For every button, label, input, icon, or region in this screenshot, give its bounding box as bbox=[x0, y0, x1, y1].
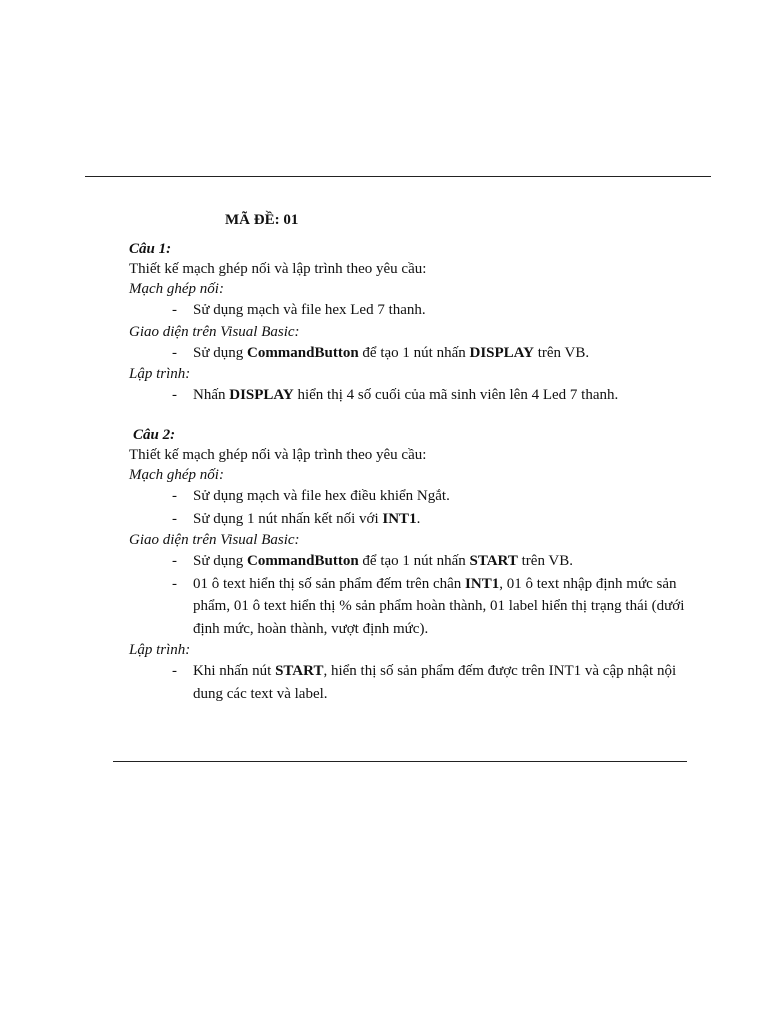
top-divider bbox=[85, 176, 711, 177]
question-1-programming-label: Lập trình: bbox=[129, 366, 191, 382]
question-2-programming-list bbox=[129, 660, 689, 705]
question-1-ui-label: Giao diện trên Visual Basic: bbox=[129, 323, 300, 340]
question-1-hardware-label: Mạch ghép nối: bbox=[129, 281, 224, 297]
bottom-divider bbox=[113, 761, 687, 762]
list-item: - Sử dụng CommandButton để tạo 1 nút nhấn START trên VB. bbox=[129, 550, 689, 573]
question-2-ui-label: Giao diện trên Visual Basic: bbox=[129, 532, 300, 548]
bullet-dash: - bbox=[172, 663, 177, 679]
list-item: - Sử dụng mạch và file hex Led 7 thanh. bbox=[129, 299, 689, 322]
list-item: - Khi nhấn nút START, hiển thị số sản phẩm đếm được trên INT1 và cập nhật nội dung các text và label. bbox=[129, 660, 689, 705]
question-1-hardware-list bbox=[129, 299, 689, 322]
question-1-title: Câu 1: bbox=[129, 241, 172, 257]
question-1-programming-list bbox=[129, 384, 689, 407]
list-item: - Nhấn DISPLAY hiển thị 4 số cuối của mã sinh viên lên 4 Led 7 thanh. bbox=[129, 384, 689, 407]
bullet-dash: - bbox=[172, 510, 177, 527]
bullet-dash: - bbox=[172, 344, 177, 361]
bullet-dash: - bbox=[172, 553, 177, 569]
bullet-dash: - bbox=[172, 302, 177, 318]
question-1-ui-list bbox=[129, 342, 689, 365]
question-2-programming-label: Lập trình: bbox=[129, 642, 191, 658]
bullet-dash: - bbox=[172, 387, 177, 403]
question-2-title: Câu 2: bbox=[133, 427, 176, 443]
list-item: - 01 ô text hiển thị số sản phẩm đếm trên chân INT1, 01 ô text nhập định mức sản phẩm, 01 ô text hiển thị % sản phẩm hoàn thành, 01 label hiển thị trạng thái (dưới định mức, hoàn thành, vượt định mức). bbox=[129, 573, 689, 641]
question-2-ui-list bbox=[129, 550, 689, 640]
list-item: - Sử dụng mạch và file hex điều khiển Ngắt. bbox=[129, 485, 689, 508]
question-2 bbox=[129, 425, 689, 705]
list-item: - Sử dụng CommandButton để tạo 1 nút nhấn DISPLAY trên VB. bbox=[129, 342, 689, 365]
question-1 bbox=[129, 239, 689, 407]
list-item: - Sử dụng 1 nút nhấn kết nối với INT1. bbox=[129, 508, 689, 531]
exam-code-heading: MÃ ĐỀ: 01 bbox=[225, 212, 299, 228]
bullet-dash: - bbox=[172, 575, 177, 592]
question-2-hardware-list bbox=[129, 485, 689, 530]
question-1-intro: Thiết kế mạch ghép nối và lập trình theo yêu cầu: bbox=[129, 261, 427, 277]
bullet-dash: - bbox=[172, 488, 177, 504]
question-2-intro: Thiết kế mạch ghép nối và lập trình theo yêu cầu: bbox=[129, 447, 427, 463]
question-2-hardware-label: Mạch ghép nối: bbox=[129, 467, 224, 483]
